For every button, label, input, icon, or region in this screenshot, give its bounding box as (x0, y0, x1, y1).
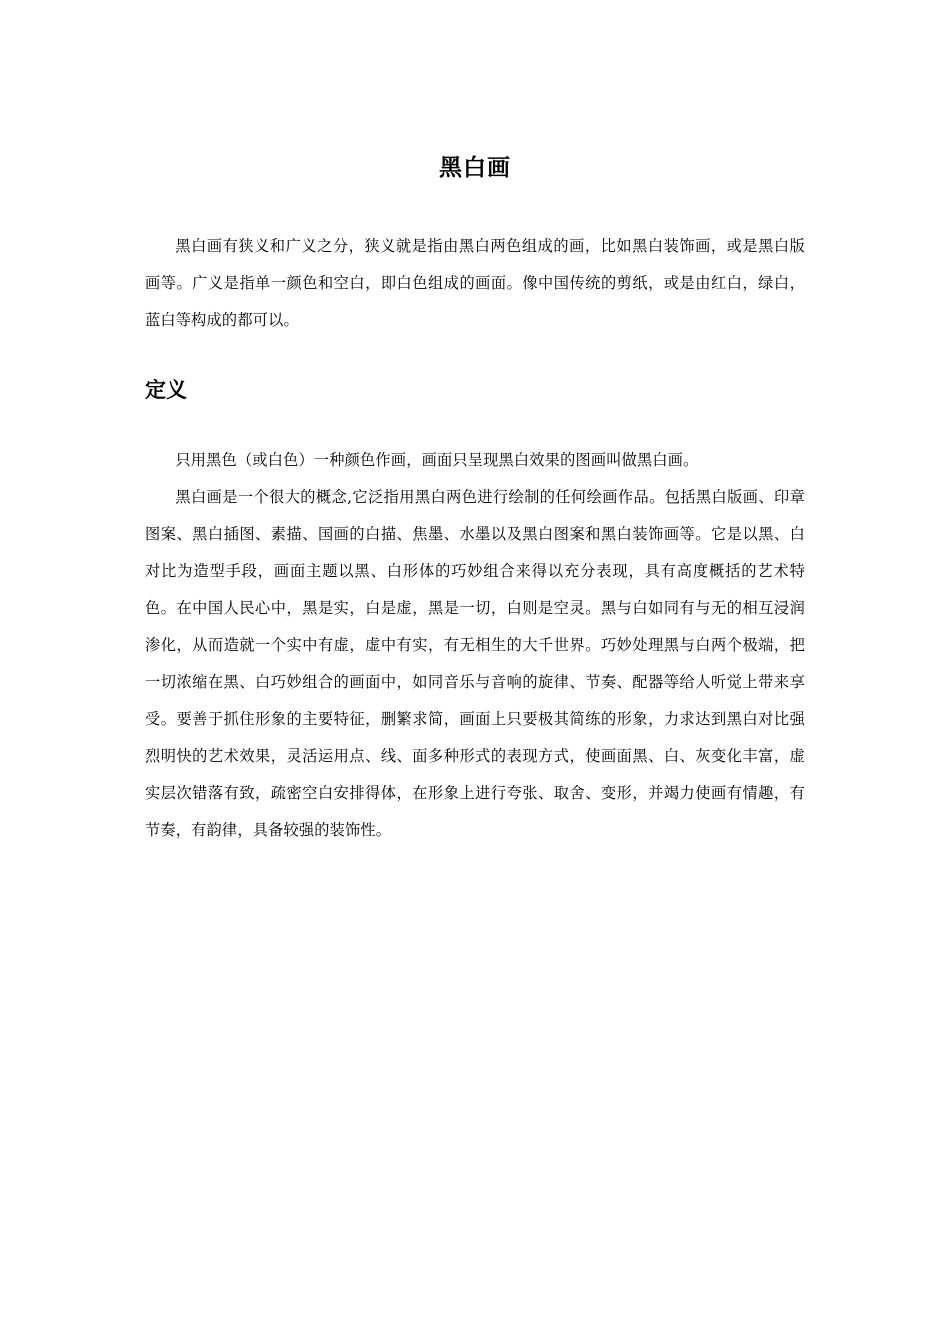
section-heading-definition: 定义 (145, 378, 187, 402)
document-title: 黑白画 (439, 155, 511, 181)
definition-paragraph-1: 只用黑色（或白色）一种颜色作画，画面只呈现黑白效果的图画叫做黑白画。 (175, 451, 699, 469)
definition-paragraph-2: 黑白画是一个很大的概念,它泛指用黑白两色进行绘制的任何绘画作品。包括黑白版画、印章图案、黑白插图、素描、国画的白描、焦墨、水墨以及黑白图案和黑白装饰画等。它是以黑、白对比为造型手段，画面主题以黑、白形体的巧妙组合来得以充分表现，具有高度概括的艺术特色。在中国人民心中，黑是实，白是虚，黑是一切，白则是空灵。黑与白如同有与无的相互浸润渗化，从而造就一个实中有虚，虚中有实，有无相生的大千世界。巧妙处理黑与白两个极端，把一切浓缩在黑、白巧妙组合的画面中，如同音乐与音响的旋律、节奏、配器等给人听觉上带来享受。要善于抓住形象的主要特征，删繁求简，画面上只要极其简练的形象，力求达到黑白对比强烈明快的艺术效果，灵活运用点、线、面多种形式的表现方式，使画面黑、白、灰变化丰富，虚实层次错落有致，疏密空白安排得体，在形象上进行夸张、取舍、变形，并竭力使画有情趣，有节奏，有韵律，具备较强的装饰性。 (145, 488, 805, 839)
intro-paragraph: 黑白画有狭义和广义之分，狭义就是指由黑白两色组成的画，比如黑白装饰画，或是黑白版画等。广义是指单一颜色和空白，即白色组成的画面。像中国传统的剪纸，或是由红白，绿白，蓝白等构成的都可以。 (145, 237, 805, 329)
